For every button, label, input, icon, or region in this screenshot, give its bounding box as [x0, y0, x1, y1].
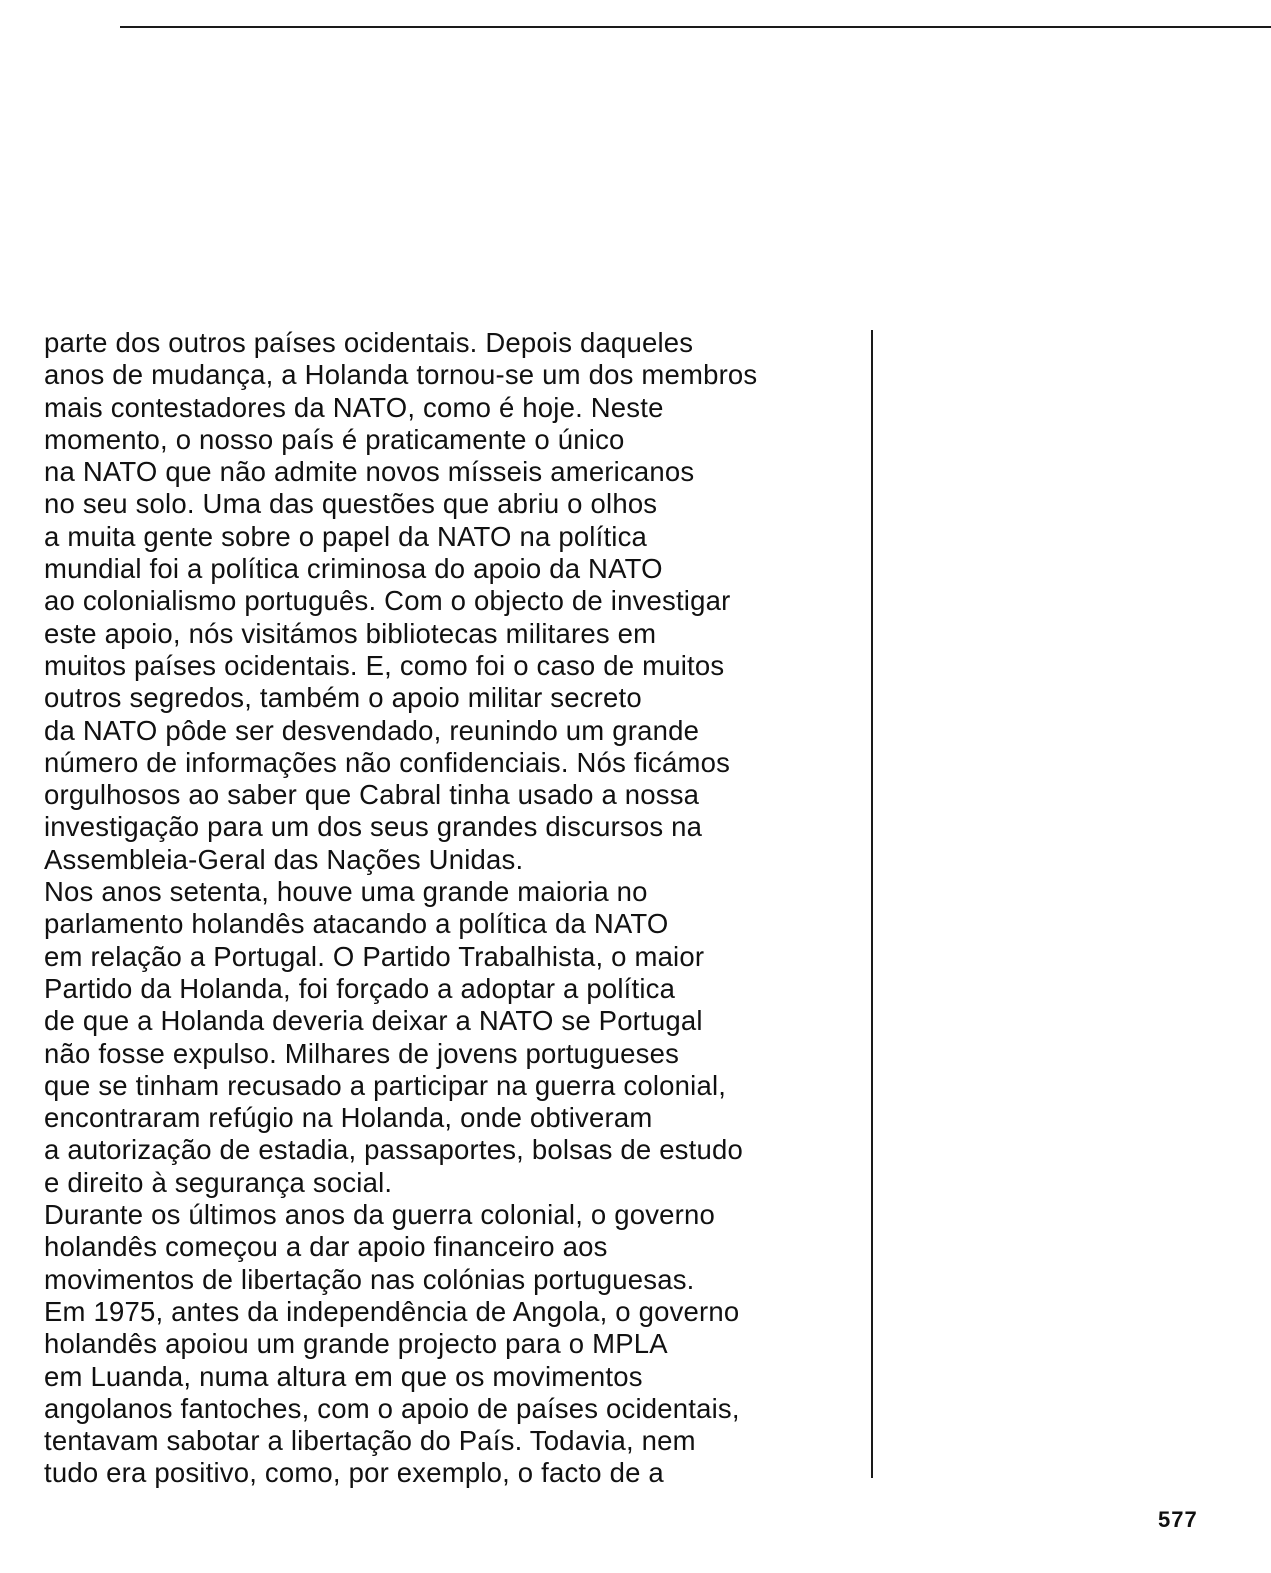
- text-line: não fosse expulso. Milhares de jovens portugueses: [44, 1037, 680, 1069]
- body-text: [44, 327, 884, 1490]
- text-line: a autorização de estadia, passaportes, bolsas de estudo: [44, 1134, 743, 1166]
- text-line: Em 1975, antes da independência de Angola, o governo: [44, 1295, 740, 1327]
- text-line: outros segredos, também o apoio militar secreto: [44, 682, 642, 714]
- text-line: mundial foi a política criminosa do apoio da NATO: [44, 553, 663, 585]
- text-line: que se tinham recusado a participar na guerra colonial,: [44, 1069, 727, 1101]
- text-line: momento, o nosso país é praticamente o único: [44, 423, 625, 455]
- text-line: Assembleia-Geral das Nações Unidas.: [44, 843, 524, 875]
- text-line: angolanos fantoches, com o apoio de países ocidentais,: [44, 1392, 740, 1424]
- text-line: muitos países ocidentais. E, como foi o caso de muitos: [44, 649, 725, 681]
- text-line: parlamento holandês atacando a política da NATO: [44, 908, 669, 940]
- column-rule: [871, 330, 873, 1478]
- text-line: em Luanda, numa altura em que os movimentos: [44, 1360, 643, 1392]
- text-line: anos de mudança, a Holanda tornou-se um dos membros: [44, 359, 758, 391]
- text-line: orgulhosos ao saber que Cabral tinha usado a nossa: [44, 779, 700, 811]
- text-line: de que a Holanda deveria deixar a NATO se Portugal: [44, 1005, 703, 1037]
- text-line: Durante os últimos anos da guerra colonial, o governo: [44, 1199, 715, 1231]
- text-line: e direito à segurança social.: [44, 1166, 393, 1198]
- text-line: na NATO que não admite novos mísseis americanos: [44, 456, 695, 488]
- text-line: este apoio, nós visitámos bibliotecas militares em: [44, 617, 657, 649]
- text-line: ao colonialismo português. Com o objecto de investigar: [44, 585, 731, 617]
- page-number: 577: [1158, 1507, 1198, 1532]
- text-line: tentavam sabotar a libertação do País. Todavia, nem: [44, 1425, 696, 1457]
- text-line: mais contestadores da NATO, como é hoje. Neste: [44, 391, 664, 423]
- text-line: holandês apoiou um grande projecto para o MPLA: [44, 1328, 668, 1360]
- text-line: movimentos de libertação nas colónias portuguesas.: [44, 1263, 695, 1295]
- top-rule: [120, 26, 1271, 28]
- text-line: no seu solo. Uma das questões que abriu o olhos: [44, 488, 658, 520]
- text-line: a muita gente sobre o papel da NATO na política: [44, 520, 648, 552]
- text-line: da NATO pôde ser desvendado, reunindo um grande: [44, 714, 700, 746]
- text-line: número de informações não confidenciais. Nós ficámos: [44, 746, 731, 778]
- text-line: Nos anos setenta, houve uma grande maioria no: [44, 876, 648, 908]
- text-line: tudo era positivo, como, por exemplo, o facto de a: [44, 1457, 664, 1489]
- text-line: parte dos outros países ocidentais. Depois daqueles: [44, 327, 694, 358]
- text-line: holandês começou a dar apoio financeiro aos: [44, 1231, 608, 1263]
- text-line: Partido da Holanda, foi forçado a adoptar a política: [44, 972, 676, 1004]
- text-line: em relação a Portugal. O Partido Trabalhista, o maior: [44, 940, 705, 972]
- text-line: investigação para um dos seus grandes discursos na: [44, 811, 703, 843]
- text-line: encontraram refúgio na Holanda, onde obtiveram: [44, 1102, 653, 1134]
